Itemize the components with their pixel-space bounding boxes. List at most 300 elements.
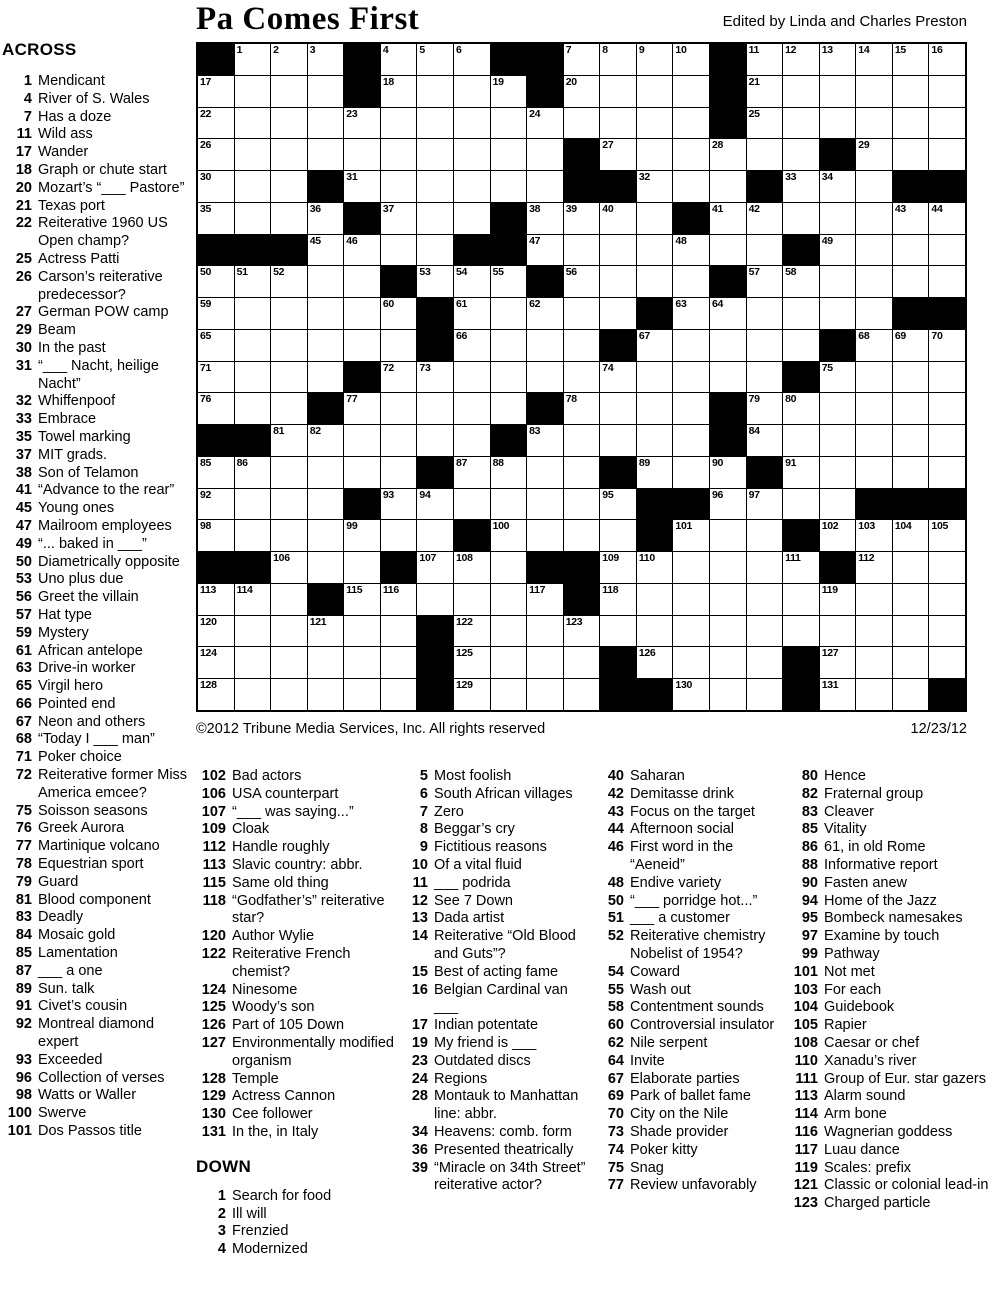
grid-cell[interactable] bbox=[929, 393, 965, 424]
grid-cell[interactable] bbox=[527, 489, 563, 520]
grid-cell[interactable] bbox=[454, 362, 490, 393]
grid-cell[interactable] bbox=[856, 584, 892, 615]
grid-cell[interactable] bbox=[564, 489, 600, 520]
grid-cell[interactable] bbox=[235, 362, 271, 393]
grid-cell[interactable] bbox=[929, 362, 965, 393]
grid-cell[interactable] bbox=[673, 520, 709, 551]
grid-cell[interactable] bbox=[344, 425, 380, 456]
grid-cell[interactable] bbox=[893, 457, 929, 488]
grid-cell[interactable] bbox=[783, 552, 819, 583]
grid-cell[interactable] bbox=[673, 76, 709, 107]
grid-cell[interactable] bbox=[271, 647, 307, 678]
grid-cell[interactable] bbox=[600, 584, 636, 615]
grid-cell[interactable] bbox=[673, 298, 709, 329]
grid-cell[interactable] bbox=[564, 44, 600, 75]
grid-cell[interactable] bbox=[893, 520, 929, 551]
grid-cell[interactable] bbox=[637, 616, 673, 647]
grid-cell[interactable] bbox=[527, 203, 563, 234]
grid-cell[interactable] bbox=[856, 139, 892, 170]
grid-cell[interactable] bbox=[783, 44, 819, 75]
grid-cell[interactable] bbox=[893, 44, 929, 75]
grid-cell[interactable] bbox=[929, 139, 965, 170]
grid-cell[interactable] bbox=[673, 44, 709, 75]
grid-cell[interactable] bbox=[381, 362, 417, 393]
grid-cell[interactable] bbox=[527, 457, 563, 488]
grid-cell[interactable] bbox=[856, 457, 892, 488]
grid-cell[interactable] bbox=[820, 520, 856, 551]
grid-cell[interactable] bbox=[929, 266, 965, 297]
grid-cell[interactable] bbox=[454, 44, 490, 75]
grid-cell[interactable] bbox=[271, 457, 307, 488]
grid-cell[interactable] bbox=[673, 584, 709, 615]
grid-cell[interactable] bbox=[820, 584, 856, 615]
grid-cell[interactable] bbox=[308, 425, 344, 456]
grid-cell[interactable] bbox=[235, 203, 271, 234]
grid-cell[interactable] bbox=[308, 266, 344, 297]
grid-cell[interactable] bbox=[710, 139, 746, 170]
grid-cell[interactable] bbox=[454, 393, 490, 424]
grid-cell[interactable] bbox=[417, 108, 453, 139]
grid-cell[interactable] bbox=[344, 266, 380, 297]
grid-cell[interactable] bbox=[893, 266, 929, 297]
grid-cell[interactable] bbox=[235, 393, 271, 424]
grid-cell[interactable] bbox=[344, 520, 380, 551]
grid-cell[interactable] bbox=[856, 171, 892, 202]
grid-cell[interactable] bbox=[783, 76, 819, 107]
grid-cell[interactable] bbox=[929, 425, 965, 456]
grid-cell[interactable] bbox=[454, 108, 490, 139]
grid-cell[interactable] bbox=[856, 76, 892, 107]
grid-cell[interactable] bbox=[271, 584, 307, 615]
grid-cell[interactable] bbox=[637, 235, 673, 266]
grid-cell[interactable] bbox=[381, 203, 417, 234]
grid-cell[interactable] bbox=[856, 552, 892, 583]
grid-cell[interactable] bbox=[783, 393, 819, 424]
grid-cell[interactable] bbox=[893, 362, 929, 393]
grid-cell[interactable] bbox=[929, 235, 965, 266]
grid-cell[interactable] bbox=[454, 489, 490, 520]
grid-cell[interactable] bbox=[929, 520, 965, 551]
grid-cell[interactable] bbox=[820, 647, 856, 678]
grid-cell[interactable] bbox=[820, 298, 856, 329]
grid-cell[interactable] bbox=[198, 616, 234, 647]
grid-cell[interactable] bbox=[271, 616, 307, 647]
grid-cell[interactable] bbox=[637, 203, 673, 234]
grid-cell[interactable] bbox=[381, 139, 417, 170]
grid-cell[interactable] bbox=[856, 393, 892, 424]
grid-cell[interactable] bbox=[783, 584, 819, 615]
grid-cell[interactable] bbox=[856, 330, 892, 361]
grid-cell[interactable] bbox=[271, 679, 307, 710]
grid-cell[interactable] bbox=[747, 298, 783, 329]
grid-cell[interactable] bbox=[820, 171, 856, 202]
grid-cell[interactable] bbox=[308, 235, 344, 266]
grid-cell[interactable] bbox=[747, 552, 783, 583]
grid-cell[interactable] bbox=[893, 203, 929, 234]
grid-cell[interactable] bbox=[747, 330, 783, 361]
grid-cell[interactable] bbox=[235, 76, 271, 107]
grid-cell[interactable] bbox=[271, 171, 307, 202]
grid-cell[interactable] bbox=[710, 552, 746, 583]
grid-cell[interactable] bbox=[381, 457, 417, 488]
grid-cell[interactable] bbox=[491, 489, 527, 520]
grid-cell[interactable] bbox=[893, 139, 929, 170]
grid-cell[interactable] bbox=[344, 584, 380, 615]
grid-cell[interactable] bbox=[417, 203, 453, 234]
grid-cell[interactable] bbox=[600, 362, 636, 393]
grid-cell[interactable] bbox=[381, 584, 417, 615]
grid-cell[interactable] bbox=[637, 266, 673, 297]
grid-cell[interactable] bbox=[637, 76, 673, 107]
grid-cell[interactable] bbox=[491, 616, 527, 647]
grid-cell[interactable] bbox=[198, 457, 234, 488]
grid-cell[interactable] bbox=[235, 266, 271, 297]
grid-cell[interactable] bbox=[308, 298, 344, 329]
grid-cell[interactable] bbox=[381, 171, 417, 202]
grid-cell[interactable] bbox=[198, 584, 234, 615]
grid-cell[interactable] bbox=[198, 489, 234, 520]
grid-cell[interactable] bbox=[235, 679, 271, 710]
grid-cell[interactable] bbox=[710, 647, 746, 678]
grid-cell[interactable] bbox=[929, 616, 965, 647]
grid-cell[interactable] bbox=[381, 520, 417, 551]
grid-cell[interactable] bbox=[198, 647, 234, 678]
grid-cell[interactable] bbox=[893, 76, 929, 107]
grid-cell[interactable] bbox=[344, 108, 380, 139]
grid-cell[interactable] bbox=[344, 171, 380, 202]
grid-cell[interactable] bbox=[308, 616, 344, 647]
grid-cell[interactable] bbox=[527, 679, 563, 710]
grid-cell[interactable] bbox=[417, 552, 453, 583]
grid-cell[interactable] bbox=[747, 425, 783, 456]
grid-cell[interactable] bbox=[673, 393, 709, 424]
grid-cell[interactable] bbox=[710, 489, 746, 520]
grid-cell[interactable] bbox=[710, 679, 746, 710]
grid-cell[interactable] bbox=[856, 203, 892, 234]
grid-cell[interactable] bbox=[637, 425, 673, 456]
grid-cell[interactable] bbox=[527, 235, 563, 266]
grid-cell[interactable] bbox=[673, 330, 709, 361]
grid-cell[interactable] bbox=[710, 362, 746, 393]
grid-cell[interactable] bbox=[783, 298, 819, 329]
grid-cell[interactable] bbox=[820, 44, 856, 75]
grid-cell[interactable] bbox=[564, 76, 600, 107]
grid-cell[interactable] bbox=[673, 457, 709, 488]
grid-cell[interactable] bbox=[271, 425, 307, 456]
grid-cell[interactable] bbox=[454, 330, 490, 361]
grid-cell[interactable] bbox=[564, 266, 600, 297]
grid-cell[interactable] bbox=[856, 616, 892, 647]
grid-cell[interactable] bbox=[600, 425, 636, 456]
grid-cell[interactable] bbox=[710, 235, 746, 266]
grid-cell[interactable] bbox=[271, 552, 307, 583]
grid-cell[interactable] bbox=[637, 584, 673, 615]
grid-cell[interactable] bbox=[417, 584, 453, 615]
grid-cell[interactable] bbox=[820, 616, 856, 647]
grid-cell[interactable] bbox=[893, 584, 929, 615]
grid-cell[interactable] bbox=[820, 266, 856, 297]
grid-cell[interactable] bbox=[235, 457, 271, 488]
grid-cell[interactable] bbox=[198, 108, 234, 139]
grid-cell[interactable] bbox=[747, 393, 783, 424]
grid-cell[interactable] bbox=[417, 393, 453, 424]
grid-cell[interactable] bbox=[893, 235, 929, 266]
grid-cell[interactable] bbox=[929, 108, 965, 139]
grid-cell[interactable] bbox=[308, 330, 344, 361]
grid-cell[interactable] bbox=[198, 393, 234, 424]
grid-cell[interactable] bbox=[747, 362, 783, 393]
grid-cell[interactable] bbox=[527, 647, 563, 678]
grid-cell[interactable] bbox=[929, 552, 965, 583]
grid-cell[interactable] bbox=[893, 108, 929, 139]
grid-cell[interactable] bbox=[856, 266, 892, 297]
grid-cell[interactable] bbox=[344, 235, 380, 266]
grid-cell[interactable] bbox=[454, 298, 490, 329]
grid-cell[interactable] bbox=[454, 552, 490, 583]
grid-cell[interactable] bbox=[454, 76, 490, 107]
grid-cell[interactable] bbox=[491, 647, 527, 678]
grid-cell[interactable] bbox=[564, 298, 600, 329]
grid-cell[interactable] bbox=[783, 616, 819, 647]
grid-cell[interactable] bbox=[454, 679, 490, 710]
grid-cell[interactable] bbox=[271, 108, 307, 139]
grid-cell[interactable] bbox=[564, 108, 600, 139]
grid-cell[interactable] bbox=[856, 298, 892, 329]
grid-cell[interactable] bbox=[564, 235, 600, 266]
grid-cell[interactable] bbox=[381, 108, 417, 139]
grid-cell[interactable] bbox=[271, 44, 307, 75]
grid-cell[interactable] bbox=[417, 235, 453, 266]
grid-cell[interactable] bbox=[527, 298, 563, 329]
grid-cell[interactable] bbox=[235, 489, 271, 520]
crossword-grid[interactable] bbox=[196, 42, 967, 712]
grid-cell[interactable] bbox=[747, 108, 783, 139]
grid-cell[interactable] bbox=[820, 203, 856, 234]
grid-cell[interactable] bbox=[271, 76, 307, 107]
grid-cell[interactable] bbox=[820, 108, 856, 139]
grid-cell[interactable] bbox=[198, 171, 234, 202]
grid-cell[interactable] bbox=[381, 425, 417, 456]
grid-cell[interactable] bbox=[893, 616, 929, 647]
grid-cell[interactable] bbox=[637, 647, 673, 678]
grid-cell[interactable] bbox=[527, 171, 563, 202]
grid-cell[interactable] bbox=[673, 235, 709, 266]
grid-cell[interactable] bbox=[417, 171, 453, 202]
grid-cell[interactable] bbox=[710, 616, 746, 647]
grid-cell[interactable] bbox=[271, 266, 307, 297]
grid-cell[interactable] bbox=[710, 330, 746, 361]
grid-cell[interactable] bbox=[856, 108, 892, 139]
grid-cell[interactable] bbox=[856, 679, 892, 710]
grid-cell[interactable] bbox=[820, 235, 856, 266]
grid-cell[interactable] bbox=[929, 203, 965, 234]
grid-cell[interactable] bbox=[747, 489, 783, 520]
grid-cell[interactable] bbox=[856, 362, 892, 393]
grid-cell[interactable] bbox=[454, 457, 490, 488]
grid-cell[interactable] bbox=[344, 616, 380, 647]
grid-cell[interactable] bbox=[820, 393, 856, 424]
grid-cell[interactable] bbox=[491, 266, 527, 297]
grid-cell[interactable] bbox=[564, 457, 600, 488]
grid-cell[interactable] bbox=[820, 489, 856, 520]
grid-cell[interactable] bbox=[820, 76, 856, 107]
grid-cell[interactable] bbox=[747, 139, 783, 170]
grid-cell[interactable] bbox=[600, 616, 636, 647]
grid-cell[interactable] bbox=[783, 108, 819, 139]
grid-cell[interactable] bbox=[929, 76, 965, 107]
grid-cell[interactable] bbox=[747, 203, 783, 234]
grid-cell[interactable] bbox=[491, 108, 527, 139]
grid-cell[interactable] bbox=[271, 330, 307, 361]
grid-cell[interactable] bbox=[491, 76, 527, 107]
grid-cell[interactable] bbox=[344, 139, 380, 170]
grid-cell[interactable] bbox=[637, 393, 673, 424]
grid-cell[interactable] bbox=[564, 393, 600, 424]
grid-cell[interactable] bbox=[381, 235, 417, 266]
grid-cell[interactable] bbox=[198, 679, 234, 710]
grid-cell[interactable] bbox=[381, 44, 417, 75]
grid-cell[interactable] bbox=[308, 108, 344, 139]
grid-cell[interactable] bbox=[344, 647, 380, 678]
grid-cell[interactable] bbox=[308, 679, 344, 710]
grid-cell[interactable] bbox=[600, 298, 636, 329]
grid-cell[interactable] bbox=[454, 139, 490, 170]
grid-cell[interactable] bbox=[527, 108, 563, 139]
grid-cell[interactable] bbox=[527, 520, 563, 551]
grid-cell[interactable] bbox=[600, 393, 636, 424]
grid-cell[interactable] bbox=[673, 647, 709, 678]
grid-cell[interactable] bbox=[491, 584, 527, 615]
grid-cell[interactable] bbox=[600, 520, 636, 551]
grid-cell[interactable] bbox=[600, 235, 636, 266]
grid-cell[interactable] bbox=[527, 584, 563, 615]
grid-cell[interactable] bbox=[600, 489, 636, 520]
grid-cell[interactable] bbox=[454, 171, 490, 202]
grid-cell[interactable] bbox=[783, 330, 819, 361]
grid-cell[interactable] bbox=[564, 203, 600, 234]
grid-cell[interactable] bbox=[637, 44, 673, 75]
grid-cell[interactable] bbox=[491, 393, 527, 424]
grid-cell[interactable] bbox=[527, 616, 563, 647]
grid-cell[interactable] bbox=[198, 203, 234, 234]
grid-cell[interactable] bbox=[198, 76, 234, 107]
grid-cell[interactable] bbox=[454, 616, 490, 647]
grid-cell[interactable] bbox=[637, 108, 673, 139]
grid-cell[interactable] bbox=[417, 44, 453, 75]
grid-cell[interactable] bbox=[929, 457, 965, 488]
grid-cell[interactable] bbox=[893, 552, 929, 583]
grid-cell[interactable] bbox=[856, 520, 892, 551]
grid-cell[interactable] bbox=[929, 647, 965, 678]
grid-cell[interactable] bbox=[637, 171, 673, 202]
grid-cell[interactable] bbox=[271, 298, 307, 329]
grid-cell[interactable] bbox=[235, 647, 271, 678]
grid-cell[interactable] bbox=[381, 298, 417, 329]
grid-cell[interactable] bbox=[600, 108, 636, 139]
grid-cell[interactable] bbox=[820, 362, 856, 393]
grid-cell[interactable] bbox=[783, 489, 819, 520]
grid-cell[interactable] bbox=[637, 362, 673, 393]
grid-cell[interactable] bbox=[673, 266, 709, 297]
grid-cell[interactable] bbox=[673, 139, 709, 170]
grid-cell[interactable] bbox=[747, 647, 783, 678]
grid-cell[interactable] bbox=[673, 679, 709, 710]
grid-cell[interactable] bbox=[856, 235, 892, 266]
grid-cell[interactable] bbox=[600, 139, 636, 170]
grid-cell[interactable] bbox=[564, 362, 600, 393]
grid-cell[interactable] bbox=[564, 616, 600, 647]
grid-cell[interactable] bbox=[600, 44, 636, 75]
grid-cell[interactable] bbox=[710, 584, 746, 615]
grid-cell[interactable] bbox=[893, 330, 929, 361]
grid-cell[interactable] bbox=[308, 139, 344, 170]
grid-cell[interactable] bbox=[747, 76, 783, 107]
grid-cell[interactable] bbox=[783, 266, 819, 297]
grid-cell[interactable] bbox=[381, 616, 417, 647]
grid-cell[interactable] bbox=[527, 425, 563, 456]
grid-cell[interactable] bbox=[417, 139, 453, 170]
grid-cell[interactable] bbox=[856, 44, 892, 75]
grid-cell[interactable] bbox=[491, 679, 527, 710]
grid-cell[interactable] bbox=[454, 584, 490, 615]
grid-cell[interactable] bbox=[271, 393, 307, 424]
grid-cell[interactable] bbox=[673, 425, 709, 456]
grid-cell[interactable] bbox=[637, 139, 673, 170]
grid-cell[interactable] bbox=[417, 520, 453, 551]
grid-cell[interactable] bbox=[600, 76, 636, 107]
grid-cell[interactable] bbox=[417, 362, 453, 393]
grid-cell[interactable] bbox=[344, 457, 380, 488]
grid-cell[interactable] bbox=[381, 489, 417, 520]
grid-cell[interactable] bbox=[271, 362, 307, 393]
grid-cell[interactable] bbox=[308, 44, 344, 75]
grid-cell[interactable] bbox=[637, 330, 673, 361]
grid-cell[interactable] bbox=[564, 520, 600, 551]
grid-cell[interactable] bbox=[747, 679, 783, 710]
grid-cell[interactable] bbox=[308, 520, 344, 551]
grid-cell[interactable] bbox=[308, 362, 344, 393]
grid-cell[interactable] bbox=[417, 489, 453, 520]
grid-cell[interactable] bbox=[454, 647, 490, 678]
grid-cell[interactable] bbox=[564, 647, 600, 678]
grid-cell[interactable] bbox=[564, 425, 600, 456]
grid-cell[interactable] bbox=[783, 171, 819, 202]
grid-cell[interactable] bbox=[235, 298, 271, 329]
grid-cell[interactable] bbox=[673, 108, 709, 139]
grid-cell[interactable] bbox=[747, 235, 783, 266]
grid-cell[interactable] bbox=[344, 679, 380, 710]
grid-cell[interactable] bbox=[381, 330, 417, 361]
grid-cell[interactable] bbox=[491, 171, 527, 202]
grid-cell[interactable] bbox=[893, 425, 929, 456]
grid-cell[interactable] bbox=[235, 171, 271, 202]
grid-cell[interactable] bbox=[637, 552, 673, 583]
grid-cell[interactable] bbox=[271, 520, 307, 551]
grid-cell[interactable] bbox=[491, 298, 527, 329]
grid-cell[interactable] bbox=[820, 679, 856, 710]
grid-cell[interactable] bbox=[235, 44, 271, 75]
grid-cell[interactable] bbox=[673, 616, 709, 647]
grid-cell[interactable] bbox=[235, 108, 271, 139]
grid-cell[interactable] bbox=[600, 552, 636, 583]
grid-cell[interactable] bbox=[783, 139, 819, 170]
grid-cell[interactable] bbox=[710, 457, 746, 488]
grid-cell[interactable] bbox=[929, 584, 965, 615]
grid-cell[interactable] bbox=[747, 44, 783, 75]
grid-cell[interactable] bbox=[198, 330, 234, 361]
grid-cell[interactable] bbox=[235, 330, 271, 361]
grid-cell[interactable] bbox=[235, 616, 271, 647]
